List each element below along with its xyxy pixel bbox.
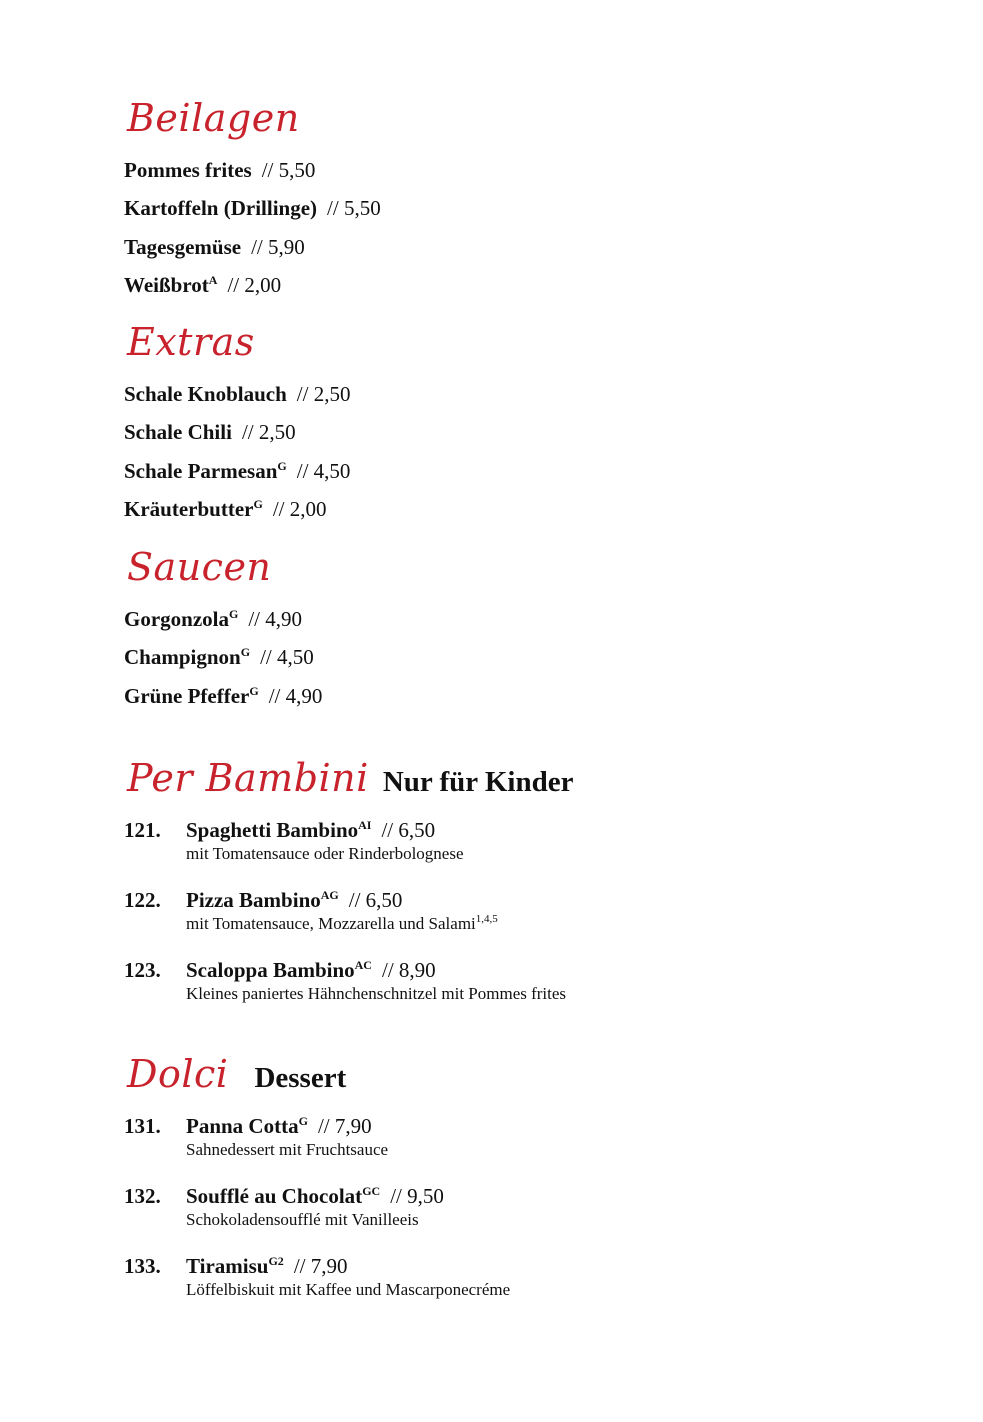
item-title [186, 888, 402, 913]
section-title-extras: Extras [127, 320, 255, 364]
item-price: // 7,90 [317, 1114, 372, 1138]
item-price: // 2,00 [272, 496, 327, 521]
item-price: // 4,50 [260, 645, 314, 670]
item-price: // 4,50 [296, 458, 351, 483]
item-number: 121. [124, 818, 161, 842]
list-item [124, 413, 350, 451]
item-description [186, 914, 498, 934]
allergen-code: G [253, 496, 263, 511]
item-title [186, 958, 436, 983]
section-subtitle-bambini: Nur für Kinder [382, 766, 574, 798]
item-description [186, 844, 464, 864]
item-price: // 5,50 [327, 196, 381, 221]
section-subtitle-dolci: Dessert [254, 1062, 347, 1094]
item-name: Spaghetti Bambino [186, 818, 359, 842]
item-number: 133. [124, 1254, 161, 1278]
allergen-code: G [298, 1114, 308, 1128]
item-number: 123. [124, 958, 161, 982]
allergen-code: G [229, 607, 239, 621]
item-price: // 2,50 [296, 382, 351, 406]
section-header-extras [127, 320, 255, 364]
item-desc-text: Schokoladensoufflé mit Vanilleeis [186, 1210, 419, 1229]
section-header-dolci [127, 1052, 346, 1096]
item-price: // 2,50 [241, 420, 296, 445]
item-price: // 5,50 [261, 158, 316, 182]
item-name: Soufflé au Chocolat [186, 1184, 363, 1208]
extras-list [124, 375, 350, 528]
item-price: // 5,90 [251, 234, 305, 259]
list-item [124, 151, 381, 189]
section-header-beilagen [127, 96, 300, 140]
item-title [186, 1254, 347, 1279]
item-price: // 7,90 [293, 1254, 348, 1278]
item-name: Kräuterbutter [124, 496, 254, 521]
item-desc-text: Löffelbiskuit mit Kaffee und Mascarponecréme [186, 1280, 511, 1299]
item-description [186, 1210, 419, 1230]
item-desc-text: mit Tomatensauce oder Rinderbolognese [186, 844, 464, 863]
section-header-saucen [127, 545, 271, 589]
item-name: Scaloppa Bambino [186, 958, 355, 982]
item-number: 122. [124, 888, 161, 912]
item-desc-text: mit Tomatensauce, Mozzarella und Salami [186, 914, 476, 933]
item-title [186, 1184, 444, 1209]
saucen-list [124, 600, 322, 715]
item-number: 131. [124, 1114, 161, 1138]
item-name: Pommes frites [124, 158, 252, 182]
allergen-code: AC [354, 958, 372, 972]
additive-code: 1,4,5 [475, 913, 498, 925]
item-number: 132. [124, 1184, 161, 1208]
item-price: // 9,50 [390, 1184, 444, 1208]
allergen-code: AI [358, 818, 372, 832]
beilagen-list [124, 151, 381, 304]
item-name: Panna Cotta [186, 1114, 299, 1138]
item-name: Kartoffeln (Drillinge) [124, 196, 318, 221]
allergen-code: G [249, 683, 259, 698]
item-price: // 8,90 [381, 958, 436, 982]
item-price: // 4,90 [248, 607, 303, 631]
allergen-code: G [240, 645, 251, 660]
item-description [186, 1280, 510, 1300]
section-title-saucen: Saucen [127, 545, 272, 589]
list-item [124, 638, 322, 676]
item-name: Pizza Bambino [186, 888, 321, 912]
item-price: // 4,90 [268, 683, 323, 708]
item-name: Grüne Pfeffer [124, 683, 250, 708]
item-description [186, 1140, 388, 1160]
allergen-code: AG [320, 888, 339, 902]
item-name: Schale Knoblauch [124, 382, 287, 406]
allergen-code: G [277, 458, 287, 473]
item-desc-text: Kleines paniertes Hähnchenschnitzel mit Pommes frites [186, 984, 567, 1003]
list-item [124, 677, 322, 715]
list-item [124, 600, 322, 638]
item-name: Schale Chili [124, 420, 232, 445]
list-item [124, 490, 350, 528]
item-desc-text: Sahnedessert mit Fruchtsauce [186, 1140, 389, 1159]
item-price: // 6,50 [381, 818, 436, 842]
allergen-code: G2 [268, 1254, 284, 1268]
section-title-beilagen: Beilagen [127, 96, 300, 140]
list-item [124, 228, 381, 266]
item-name: Schale Parmesan [124, 458, 278, 483]
list-item [124, 266, 381, 304]
item-title [186, 818, 435, 843]
item-price: // 2,00 [227, 272, 282, 297]
item-name: Tiramisu [186, 1254, 269, 1278]
section-header-bambini [127, 756, 573, 800]
item-price: // 6,50 [348, 888, 403, 912]
list-item [124, 375, 350, 413]
section-title-bambini: Per Bambini [127, 756, 369, 800]
item-title [186, 1114, 372, 1139]
list-item [124, 189, 381, 227]
allergen-code: A [208, 272, 218, 287]
allergen-code: GC [362, 1184, 381, 1198]
list-item [124, 452, 350, 490]
item-description [186, 984, 566, 1004]
item-name: Gorgonzola [124, 607, 229, 631]
item-name: Tagesgemüse [124, 234, 242, 259]
item-name: Weißbrot [124, 272, 209, 297]
section-title-dolci: Dolci [127, 1052, 229, 1096]
item-name: Champignon [124, 645, 241, 670]
